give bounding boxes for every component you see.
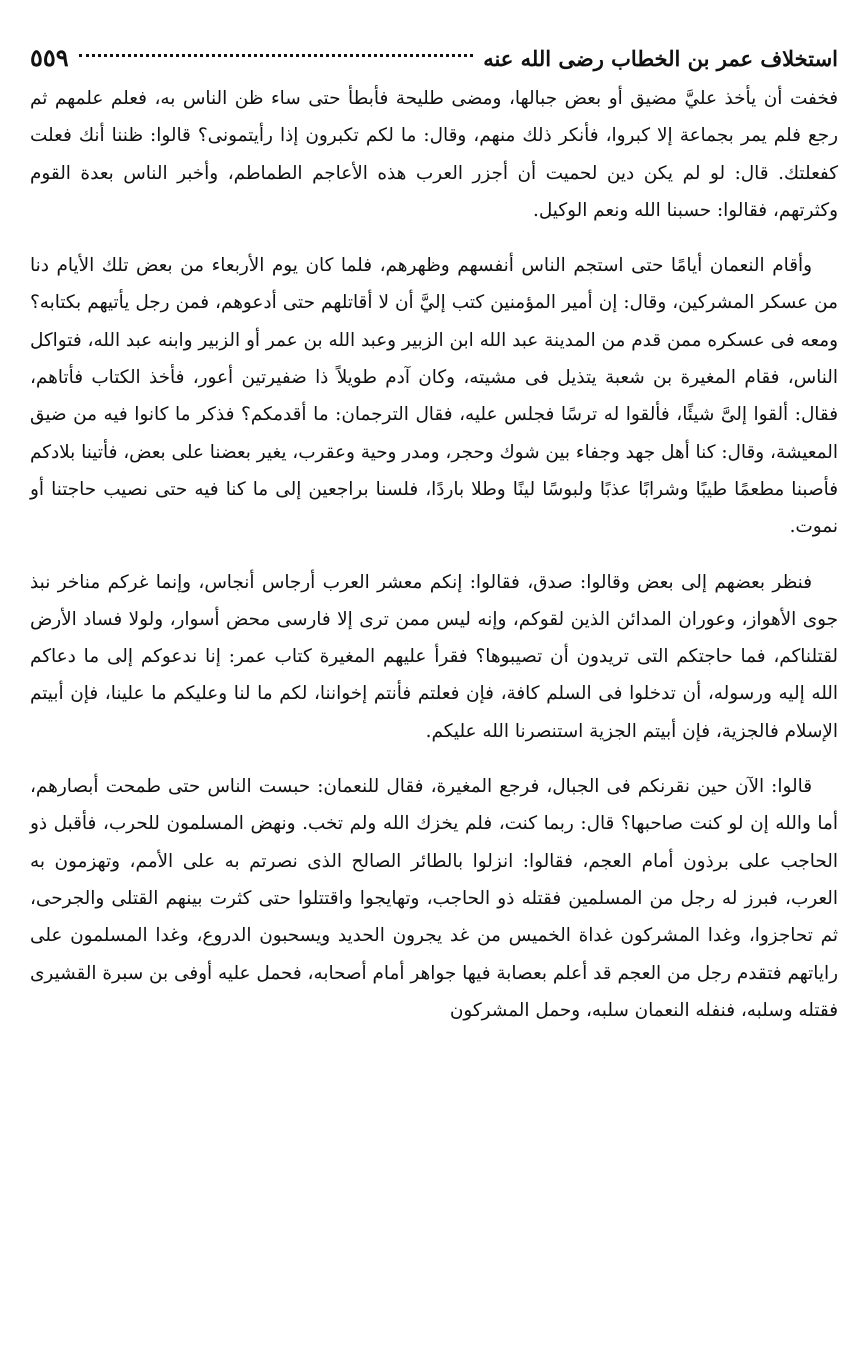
- paragraph-gap: [30, 546, 838, 564]
- chapter-title: استخلاف عمر بن الخطاب رضى الله عنه: [483, 46, 838, 71]
- page-number: ٥٥٩: [30, 43, 69, 72]
- paragraph: فنظر بعضهم إلى بعض وقالوا: صدق، فقالوا: إنكم معشر العرب أرجاس أنجاس، وإنما غركم مناخر نبذ جوى الأهواز، وعوران المدائن الذين لقوكم، وإنه ليس ممن ترى إلا فارسى محض أسوار، ولولا فساد الأرض لقتلناكم، فما حاجتكم التى تريدون أن تصيبوها؟ فقرأ عليهم المغيرة كتاب عمر: إنا ندعوكم إلى ما دعاكم الله إليه ورسوله، أن تدخلوا فى السلم كافة، فإن فعلتم فأنتم إخواننا، لكم ما لنا وعليكم ما علينا، فإن أبيتم الإسلام فالجزية، فإن أبيتم الجزية استنصرنا الله عليكم.: [30, 571, 838, 742]
- paragraph: وأقام النعمان أيامًا حتى استجم الناس أنفسهم وظهرهم، فلما كان يوم الأربعاء من بعض تلك الأيام دنا من عسكر المشركين، وقال: إن أمير المؤمنين كتب إليَّ أن لا أقاتلهم حتى أدعوهم، فمن رجل يأتيهم بكتابه؟ ومعه فى عسكره ممن قدم من المدينة عبد الله ابن الزبير وعبد الله بن عمر أو الزبير وابنه عبد الله، فتواكل الناس، فقام المغيرة بن شعبة يتذيل فى مشيته، وكان آدم طويلاً ذا ضفيرتين أعور، فأخذ الكتاب فأتاهم، فقال: ألقوا إلىَّ شيئًا، فألقوا له ترسًا فجلس عليه، فقال الترجمان: ما أقدمكم؟ فذكر ما كانوا فيه من ضيق المعيشة، وقال: كنا أهل جهد وجفاء بين شوك وحجر، ومدر وحية وعقرب، يغير بعضنا على بعض، فأتينا بلادكم فأصبنا مطعمًا طيبًا وشرابًا عذبًا ولبوسًا لينًا وطلا باردًا، فلسنا براجعين إلى ما كنا فيه حتى نصيب حاجتنا أو نموت.: [30, 255, 838, 538]
- paragraph: قالوا: الآن حين نقرنكم فى الجبال، فرجع المغيرة، فقال للنعمان: حبست الناس حتى طمحت أبصارهم، أما والله إن لو كنت صاحبها؟ قال: ربما كنت، فلم يخزك الله ولم تخب. ونهض المسلمون للحرب، فأقبل ذو الحاجب على برذون أمام العجم، فقالوا: انزلوا بالطائر الصالح الذى نصرتم به على الأمم، وتهزمون به العرب، فبرز له رجل من المسلمين فقتله ذو الحاجب، وتهايجوا واقتتلوا حتى كثرت بينهم القتلى والجرحى، ثم تحاجزوا، وغدا المشركون غداة الخميس من غد يجرون الحديد ويسحبون الدروع، وغدا المسلمون على راياتهم فتقدم رجل من العجم قد أعلم بعصابة فيها جواهر أمام أصحابه، فحمل عليه أوفى بن سبرة القشيرى فقتله وسلبه، فنفله النعمان سلبه، وحمل المشركون: [30, 776, 838, 1021]
- book-page: [30, 38, 838, 1348]
- body-text: [30, 80, 838, 1029]
- paragraph-gap: [30, 750, 838, 768]
- running-header: [30, 38, 838, 78]
- paragraph: فخفت أن يأخذ عليَّ مضيق أو بعض جبالها، ومضى طليحة فأبطأ حتى ساء ظن الناس به، فعلم علمهم ثم رجع فلم يمر بجماعة إلا كبروا، فأنكر ذلك منهم، وقال: ما لكم تكبرون إذا رأيتمونى؟ قالوا: ظننا أنك فعلت كفعلتك. قال: لو لم يكن دين لحميت أن أجزر العرب هذه الأعاجم الطماطم، وأخبر الناس بعدة القوم وكثرتهم، فقالوا: حسبنا الله ونعم الوكيل.: [30, 88, 838, 221]
- paragraph-gap: [30, 229, 838, 247]
- dotted-leader: [79, 54, 474, 57]
